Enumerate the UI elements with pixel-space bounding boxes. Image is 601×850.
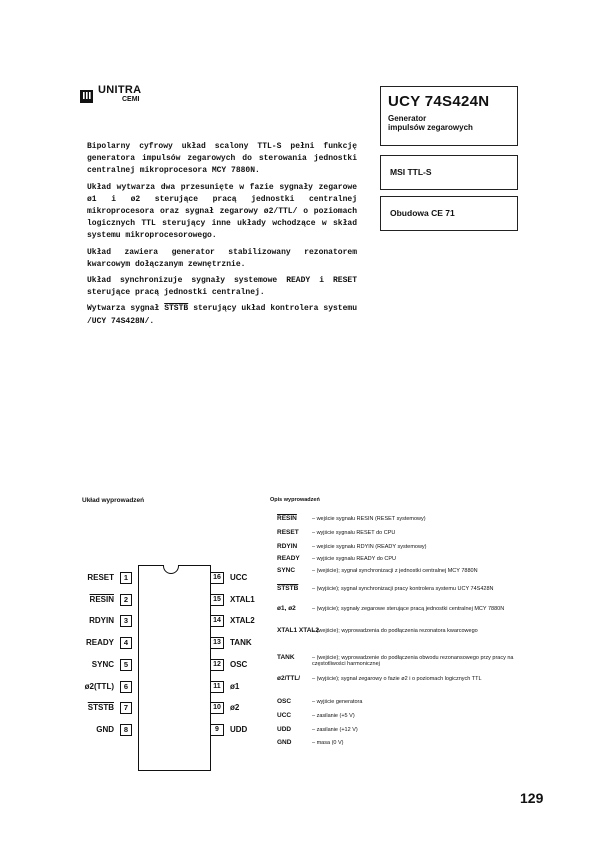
signal-description: – (wejście); wyprowadzenie do podłączenia obwodu rezonansowego przy pracy na częstotliwości harmonicznej <box>312 654 514 667</box>
family-box <box>380 155 518 190</box>
signal-name: ø2/TTL/ <box>277 675 301 682</box>
pin-label: ø2 <box>230 703 240 713</box>
unitra-logo-icon <box>80 90 93 103</box>
signal-name: XTAL1 XTAL2 <box>277 627 320 634</box>
page-number: 129 <box>520 790 544 806</box>
pin-number: 5 <box>120 659 132 671</box>
part-title: Generator impulsów zegarowych <box>388 114 473 132</box>
signal-name: STSTB <box>277 585 299 592</box>
pin-label: OSC <box>230 659 248 669</box>
pin-label: READY <box>85 638 114 648</box>
signal-description: – zasilanie (+12 V) <box>312 726 358 733</box>
signal-description: – wejście sygnału RDYIN (READY systemowy) <box>312 543 427 550</box>
signal-description: – wejście sygnału RESIN (RESET systemowy) <box>312 515 426 522</box>
description-paragraph: Układ wytwarza dwa przesunięte w fazie sygnały zegarowe ø1 i ø2 sterujące pracą jednostki centralnej mikroprocesora oraz sygnał zegarowy ø2/TTL/ o poziomach logicznych TTL sterujący inne układy wchodzące w skład systemu mikroprocesorowego. <box>87 182 357 241</box>
pin-label: SYNC <box>91 659 114 669</box>
pin-label: TANK <box>230 638 252 648</box>
signal-description: – wyjście sygnału RESET do CPU <box>312 529 396 536</box>
signal-name: RDYIN <box>277 543 298 550</box>
pin-number: 2 <box>120 594 132 606</box>
ic-notch-icon <box>163 558 179 574</box>
signal-name: TANK <box>277 654 295 661</box>
description-paragraph: Wytwarza sygnał STSTB sterujący układ kontrolera systemu /UCY 74S428N/. <box>87 304 358 326</box>
description-paragraph: Układ zawiera generator stabilizowany rezonatorem kwarcowym dołączanym zewnętrznie. <box>87 247 357 269</box>
signal-name: RESIN <box>277 515 297 522</box>
pin-label: STSTB <box>87 703 114 713</box>
family-label: MSI TTL-S <box>390 167 432 177</box>
signal-name: RESET <box>277 529 299 536</box>
pin-label: UCC <box>230 573 248 582</box>
pin-number: 6 <box>120 681 132 693</box>
pin-number: 15 <box>210 594 224 606</box>
pin-number: 14 <box>210 615 224 627</box>
ic-package-outline <box>138 565 211 771</box>
pin-label: RESET <box>87 573 114 582</box>
signal-name: UDD <box>277 726 292 733</box>
signal-description: – (wyjście); sygnał synchronizacji pracy kontrolera systemu UCY 74S428N <box>312 585 494 592</box>
pin-label: UDD <box>230 724 248 734</box>
description <box>87 141 357 332</box>
pinout-heading: Układ wyprowadzeń <box>82 497 145 504</box>
package-box <box>380 196 518 231</box>
signals-heading: Opis wyprowadzeń <box>270 497 320 503</box>
signal-name: READY <box>277 555 300 562</box>
package-label: Obudowa CE 71 <box>390 208 455 218</box>
signal-description: – (wyjście); sygnały zegarowe sterujące pracą jednostki centralnej MCY 7880N <box>312 605 505 612</box>
pin-number: 3 <box>120 615 132 627</box>
pin-number: 4 <box>120 637 132 649</box>
pin-label: XTAL1 <box>230 594 255 604</box>
pin-number: 8 <box>120 724 132 736</box>
pin-number: 10 <box>210 702 224 714</box>
signal-description: – wyjście generatora <box>312 698 363 705</box>
pin-number: 7 <box>120 702 132 714</box>
pin-number: 13 <box>210 637 224 649</box>
signal-description: – masa (0 V) <box>312 739 344 746</box>
part-number-box <box>380 86 518 146</box>
logo-brand: UNITRA <box>98 84 142 96</box>
pin-label: GND <box>96 724 114 734</box>
description-paragraph: Bipolarny cyfrowy układ scalony TTL-S pełni funkcję generatora impulsów zegarowych do sterowania jednostki centralnej mikroprocesora MCY 7880N. <box>87 142 357 176</box>
pin-number: 11 <box>210 681 224 693</box>
pin-label: ø2(TTL) <box>84 681 114 691</box>
signal-description: – wyjście sygnału READY do CPU <box>312 555 396 562</box>
signal-description: – (wyjście); sygnał zegarowy o fazie ø2 i o poziomach logicznych TTL <box>312 675 482 682</box>
signal-description: – (wejście); sygnał synchronizacji z jednostki centralnej MCY 7880N <box>312 567 478 574</box>
signal-description: – zasilanie (+5 V) <box>312 712 355 719</box>
pin-label: RDYIN <box>89 616 114 626</box>
signal-name: SYNC <box>277 567 296 574</box>
part-number: UCY 74S424N <box>388 93 490 110</box>
pin-label: ø1 <box>230 681 240 691</box>
pin-number: 16 <box>210 572 224 584</box>
signal-name: UCC <box>277 712 292 719</box>
signal-name: ø1, ø2 <box>277 605 296 612</box>
pin-number: 12 <box>210 659 224 671</box>
pin-label: XTAL2 <box>230 616 255 626</box>
description-paragraph: Układ synchronizuje sygnały systemowe READY i RESET sterujące pracą jednostki centralnej. <box>87 276 357 298</box>
pin-number: 9 <box>210 724 224 736</box>
signal-description: – (wejście); wyprowadzenia do podłączenia rezonatora kwarcowego <box>312 627 478 634</box>
signal-name: OSC <box>277 698 292 705</box>
pin-number: 1 <box>120 572 132 584</box>
signal-name: GND <box>277 739 292 746</box>
logo-sub: CEMI <box>122 96 140 103</box>
pin-label: RESIN <box>89 594 114 604</box>
